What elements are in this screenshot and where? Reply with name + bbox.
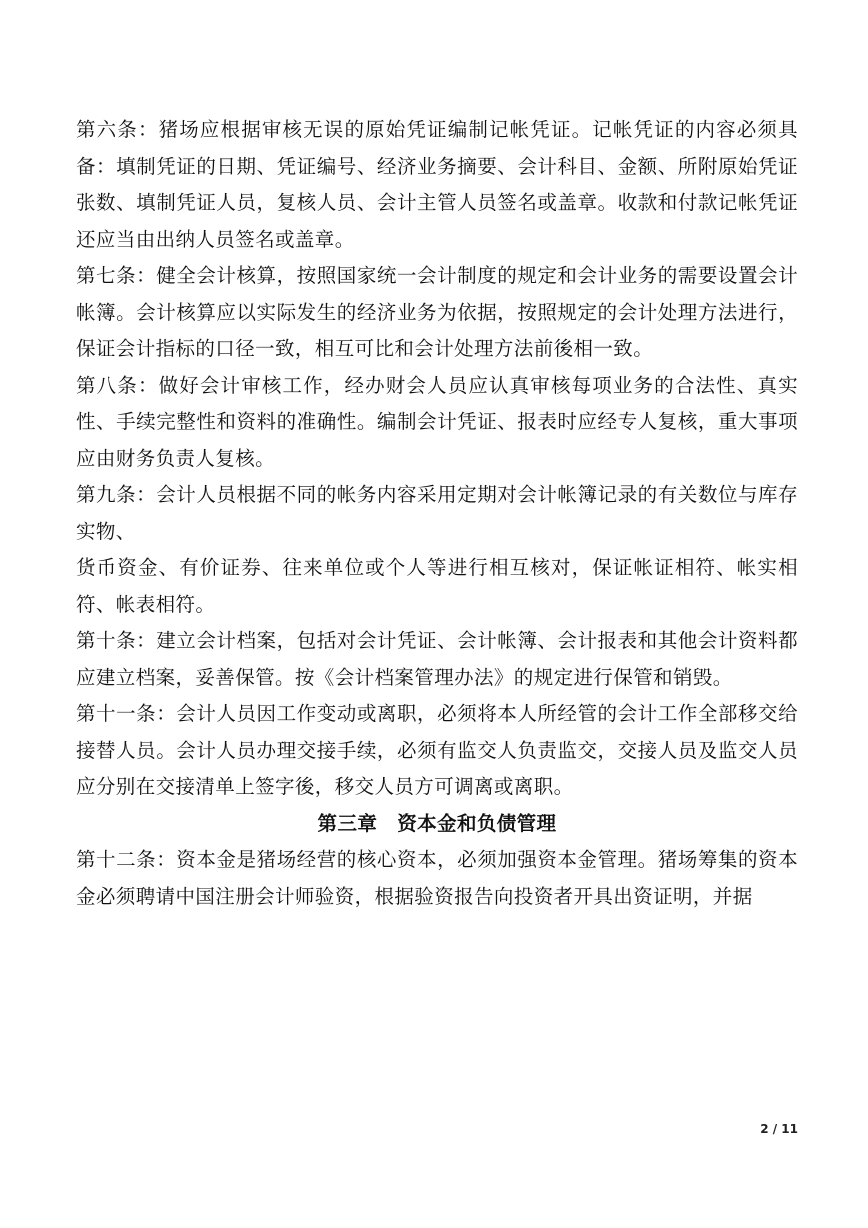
- article-8: 第八条：做好会计审核工作，经办财会人员应认真审核每项业务的合法性、真实性、手续完整性和资料的准确性。编制会计凭证、报表时应经专人复核，重大事项应由财务负责人复核。: [76, 373, 798, 470]
- article-9-part-2: 货币资金、有价证券、往来单位或个人等进行相互核对，保证帐证相符、帐实相符、帐表相符。: [76, 556, 798, 616]
- article-9-part-1: 第九条：会计人员根据不同的帐务内容采用定期对会计帐簿记录的有关数位与库存实物、: [76, 483, 798, 543]
- page-number: 2 / 11: [760, 1122, 798, 1136]
- article-10: 第十条：建立会计档案，包括对会计凭证、会计帐簿、会计报表和其他会计资料都应建立档案，妥善保管。按《会计档案管理办法》的规定进行保管和销毁。: [76, 629, 798, 689]
- article-11: 第十一条：会计人员因工作变动或离职，必须将本人所经管的会计工作全部移交给接替人员。会计人员办理交接手续，必须有监交人负责监交，交接人员及监交人员应分别在交接清单上签字後，移交人员方可调离或离职。: [76, 702, 798, 798]
- chapter-heading: [76, 806, 798, 843]
- article-12: 第十二条：资本金是猪场经营的核心资本，必须加强资本金管理。猪场筹集的资本金必须聘请中国注册会计师验资，根据验资报告向投资者开具出资证明，并据: [76, 848, 798, 908]
- document-body: [76, 112, 798, 915]
- chapter-title: 资本金和负债管理: [397, 811, 557, 835]
- article-7: 第七条：健全会计核算，按照国家统一会计制度的规定和会计业务的需要设置会计帐簿。会计核算应以实际发生的经济业务为依据，按照规定的会计处理方法进行，保证会计指标的口径一致，相互可比和会计处理方法前後相一致。: [76, 264, 798, 360]
- chapter-number: 第三章: [317, 811, 378, 835]
- article-6: 第六条：猪场应根据审核无误的原始凭证编制记帐凭证。记帐凭证的内容必须具备：填制凭证的日期、凭证编号、经济业务摘要、会计科目、金额、所附原始凭证张数、填制凭证人员，复核人员、会计主管人员签名或盖章。收款和付款记帐凭证还应当由出纳人员签名或盖章。: [76, 118, 798, 251]
